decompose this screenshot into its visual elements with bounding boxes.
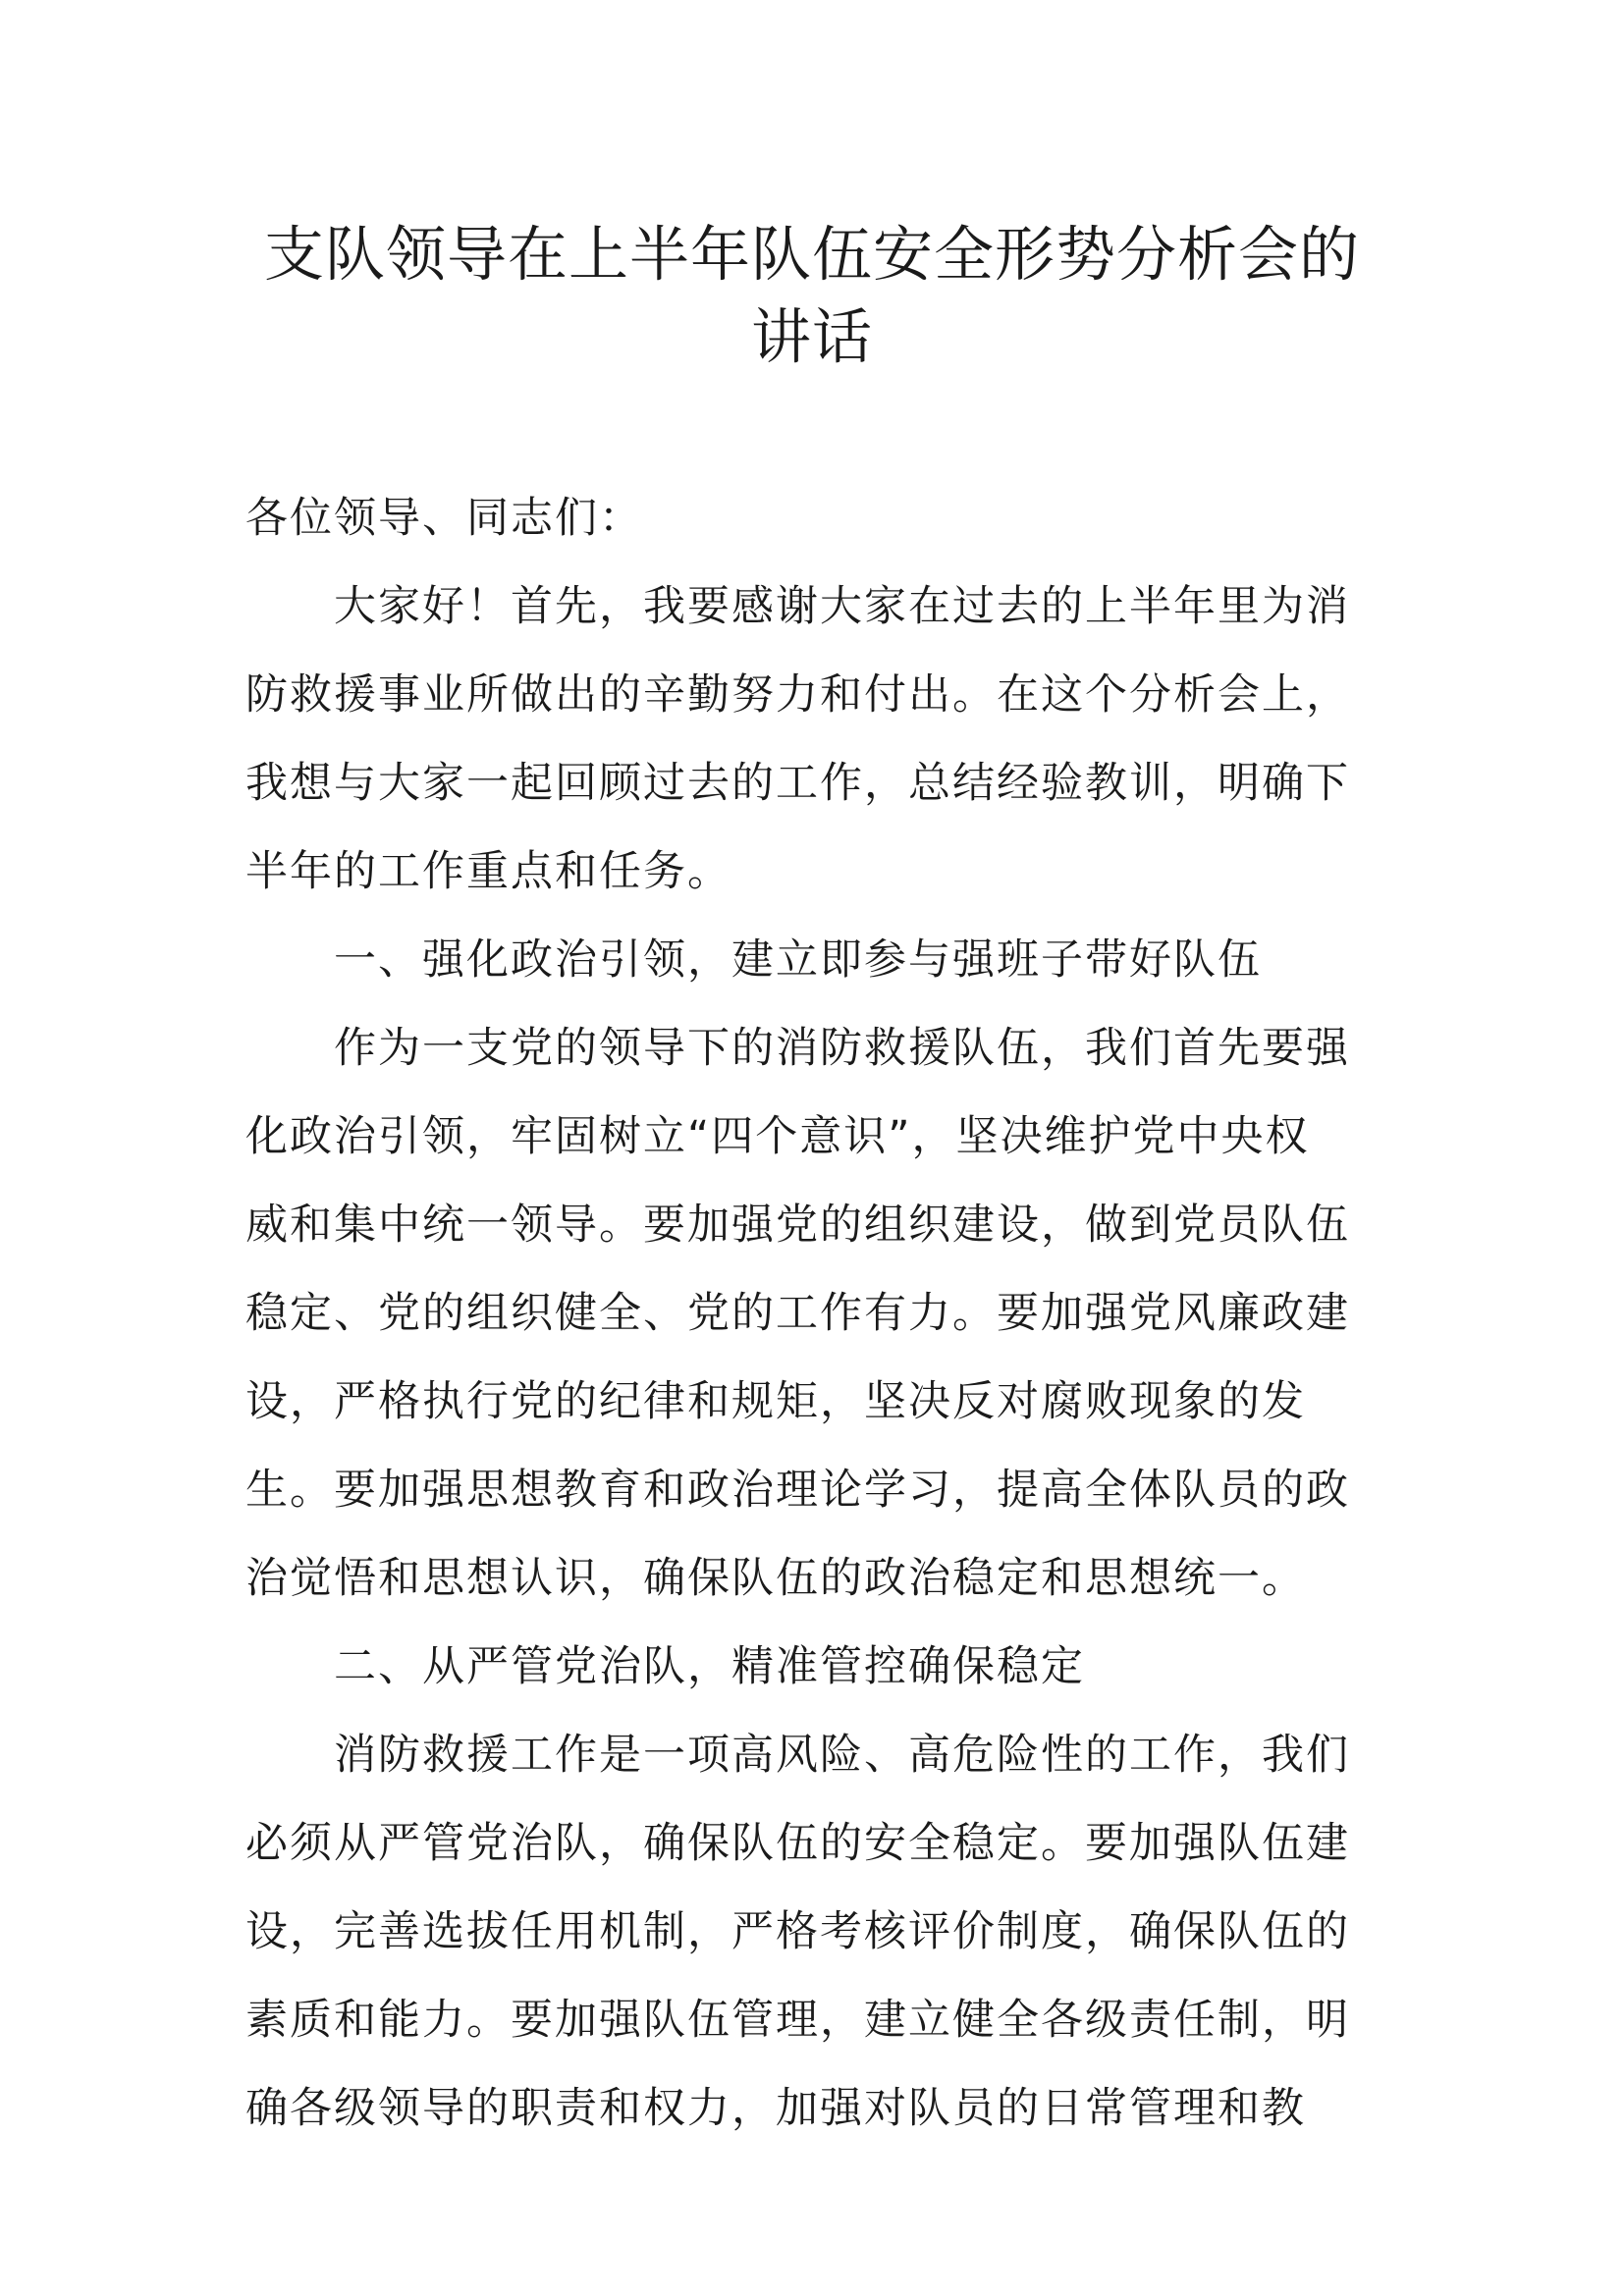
paragraph-line: 消防救援工作是一项高风险、高危险性的工作，我们	[334, 1731, 1350, 1780]
salutation: 各位领导、同志们：	[245, 494, 643, 543]
paragraph-line: 化政治引领，牢固树立“四个意识”，坚决维护党中央权	[245, 1112, 1310, 1161]
paragraph-line: 防救援事业所做出的辛勤努力和付出。在这个分析会上，	[245, 670, 1350, 720]
paragraph-line: 治觉悟和思想认识，确保队伍的政治稳定和思想统一。	[245, 1554, 1306, 1603]
document-title	[245, 214, 1379, 379]
paragraph-line: 作为一支党的领导下的消防救援队伍，我们首先要强	[334, 1024, 1350, 1073]
title-line: 讲话	[750, 302, 873, 372]
paragraph-line: 威和集中统一领导。要加强党的组织建设，做到党员队伍	[245, 1201, 1350, 1250]
paragraph-line: 设，完善选拔任用机制，严格考核评价制度，确保队伍的	[245, 1907, 1350, 1956]
section-heading: 一、强化政治引领，建立即参与强班子带好队伍	[334, 935, 1262, 985]
paragraph-line: 生。要加强思想教育和政治理论学习，提高全体队员的政	[245, 1466, 1350, 1515]
paragraph-line: 我想与大家一起回顾过去的工作，总结经验教训，明确下	[245, 759, 1350, 808]
title-line: 支队领导在上半年队伍安全形势分析会的	[263, 220, 1360, 290]
paragraph-line: 半年的工作重点和任务。	[245, 847, 731, 896]
section-heading: 二、从严管党治队，精准管控确保稳定	[334, 1642, 1085, 1691]
paragraph-line: 必须从严管党治队，确保队伍的安全稳定。要加强队伍建	[245, 1819, 1350, 1868]
document-body	[245, 474, 1384, 2153]
paragraph-line: 素质和能力。要加强队伍管理，建立健全各级责任制，明	[245, 1996, 1350, 2045]
paragraph-line: 稳定、党的组织健全、党的工作有力。要加强党风廉政建	[245, 1289, 1350, 1338]
paragraph-line: 大家好！首先，我要感谢大家在过去的上半年里为消	[334, 582, 1350, 631]
paragraph-line: 设，严格执行党的纪律和规矩，坚决反对腐败现象的发	[245, 1377, 1306, 1426]
paragraph-line: 确各级领导的职责和权力，加强对队员的日常管理和教	[245, 2084, 1306, 2133]
